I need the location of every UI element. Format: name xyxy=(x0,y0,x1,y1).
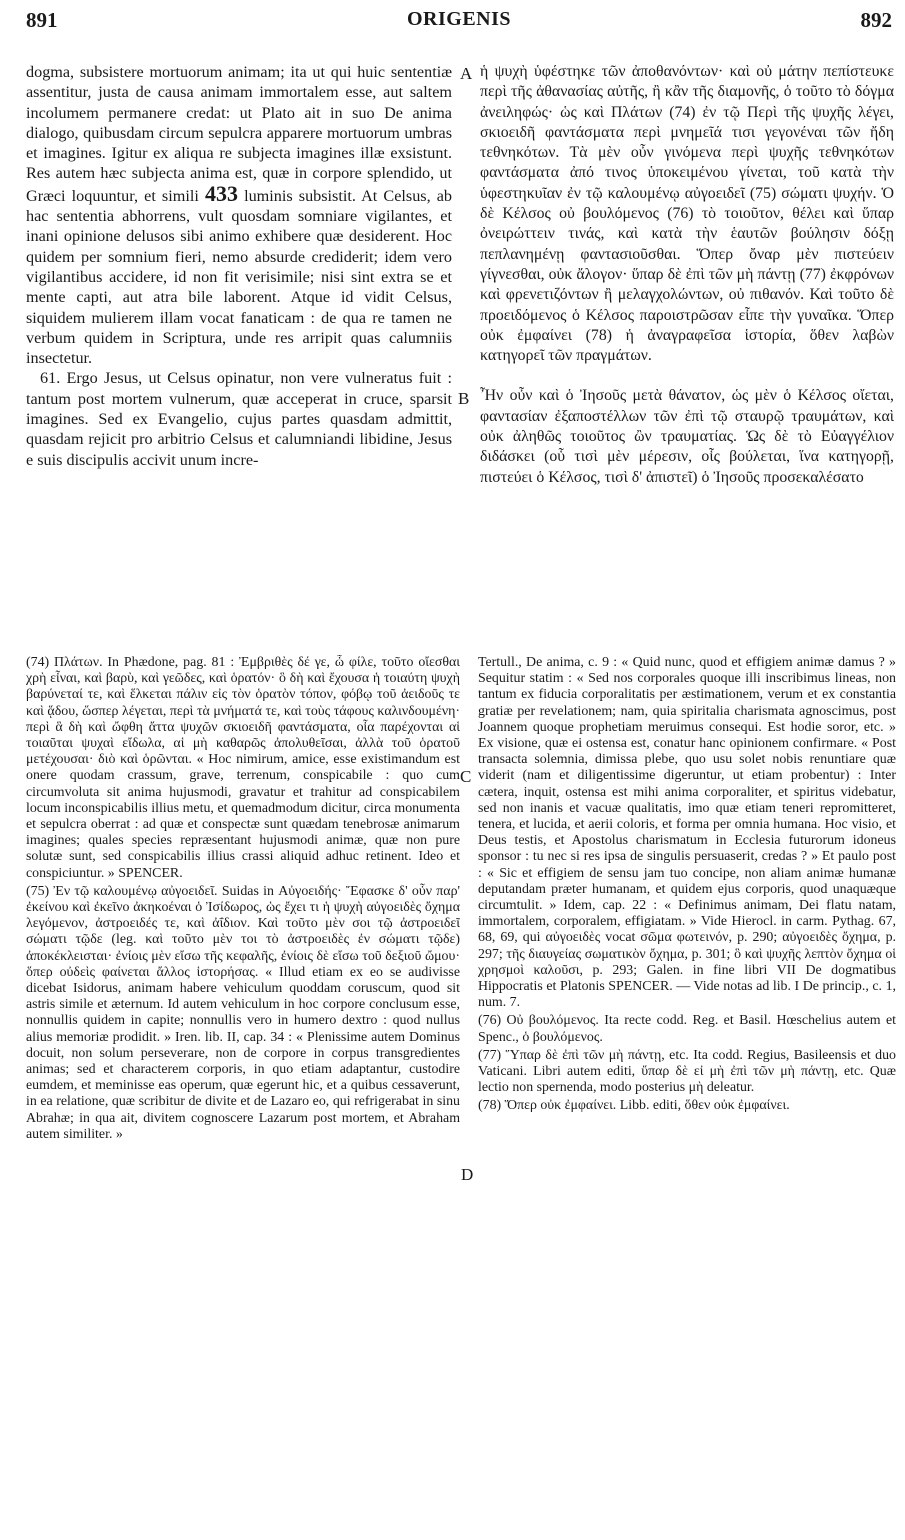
footnote-75-continued: Tertull., De anima, c. 9 : « Quid nunc, quod et effigiem animæ damus ? » Sequitur statim : « Sed nos corporales quoque illi inscribimus lineas, non tantum ex fiducia corporalitatis per æstimationem, verum et ex constantia gratiæ per revelationem; nam, quia spiritalia charismata agnoscimus, post Joannem quoque prophetiam meruimus consequi. Est hodie soror, etc. » Ex visione, quæ ei ostensa est, conatur hanc opinionem confirmare. « Post transacta solemnia, dimissa plebe, quo usu solet nobis renuntiare quæ viderit (nam et diligentissime digeruntur, ut etiam probentur) : Inter cætera, inquit, ostensa est mihi anima corporaliter, et spiritus videbatur, sed non inanis et vacuæ qualitatis, imo quæ etiam teneri repromitteret, tenera, et lucida, et aerii coloris, et forma per omnia humana. Hoc visio, et Deus testis, et Apostolus charismatum in Ecclesia futurorum idoneus sponsor : tu nec si res ipsa de singulis persuaserit, credas ? » Et paulo post : « Sic et effigiem de sensu jam tuo concipe, non aliam animæ humanæ deputandam præter humanam, et quidem ejus corporis, quod unaquæque circumtulit. » Idem, cap. 22 : « Definimus animam, Dei flatu natam, immortalem, corporalem, effigiatam. » Vide Hierocl. in carm. Pythag. 67, 68, 69, qui αὐγοειδὲς vocat σῶμα φωτεινόν, p. 290; αὐγοειδὲς ὄχημα, p. 297; τῆς διαυγείας σωματικὸν ὄχημα, p. 301; ὃ καὶ ψυχῆς λεπτὸν ὄχημα οἱ χρησμοὶ καλοῦσι, p. 293; Galen. in fine libri VII De dogmatibus Hippocratis et Platonis SPENCER. — Vide notas ad lib. I De princip., c. 1, num. 7. xyxy=(478,655,896,1011)
latin-paragraph-1-text-b: luminis subsistit. At Celsus, ab hac sententia abhorrens, vult quosdam somniare vigilantes, et inani opinione delusos sibi animo exhibere quæ desiderent. Hoc quidem per somnium fieri, nemo absurde crediderit; idem vero vigilantibus accidere, id non fit verisimile; nisi sint extra se et mente capti, aut atra bile laborent. Atque id vidit Celsus, siquidem mulierem illam vocat fanaticam : de qua re tamen ne verbum quidem in Scriptura, unde res arripit quas calumniis insectetur. xyxy=(26,186,452,368)
latin-paragraph-1 xyxy=(26,62,452,368)
page-header xyxy=(26,8,892,40)
greek-paragraph-2: Ἦν οὖν καὶ ὁ Ἰησοῦς μετὰ θάνατον, ὡς μὲν ὁ Κέλσος οἴεται, φαντασίαν ἐξαποστέλλων τῶν ἐπὶ τῷ σταυρῷ τραυμάτων, καὶ οὐκ ἀληθῶς τοιοῦτος ὢν τραυματίας. Ὡς δὲ τὸ Εὐαγγέλιον διδάσκει (οὗ τισὶ μὲν μέρεσιν, οἷς βούλεται, ἵνα κατηγορῇ, πιστεύει ὁ Κέλσος, τισὶ δ' ἀπιστεῖ) ὁ Ἰησοῦς προσεκαλέσατο xyxy=(480,387,894,486)
footnote-74: (74) Πλάτων. In Phædone, pag. 81 : Ἐμβριθὲς δέ γε, ὦ φίλε, τοῦτο οἴεσθαι χρὴ εἶναι, καὶ βαρὺ, καὶ γεῶδες, καὶ ὁρατόν· ὃ δὴ καὶ ἔχουσα ἡ τοιαύτη ψυχὴ βαρύνεταί τε, καὶ ἕλκεται πάλιν εἰς τὸν ὁρατὸν τόπον, φόβῳ τοῦ ἀειδοῦς τε καὶ ᾅδου, ὥσπερ λέγεται, περὶ τὰ μνήματά τε, καὶ τοὺς τάφους καλινδουμένη· περὶ ἃ δὴ καὶ ὤφθη ἄττα ψυχῶν σκιοειδῆ φαντάσματα, οἷα παρέχονται αἱ τοιαῦται ψυχαὶ εἴδωλα, αἱ μὴ καθαρῶς ἀπολυθεῖσαι, ἀλλὰ τοῦ ὁρατοῦ μετέχουσαι· διὸ καὶ ὁρῶνται. « Hoc nimirum, amice, esse existimandum est onere quodam crassum, grave, terrenum, conspicabile : quo cum circumvoluta sit anima hujusmodi, gravatur et trahitur ad conspicabilem locum inconspicabilis illius metu, et quemadmodum dicitur, circa monumenta et sepulcra oberrat : ad quæ et conspectæ sunt quædam tenebrosæ animarum imagines; quales species repræsentant hujusmodi animæ, quæ non pure solutæ sunt, sed conspicabilis illius crassi aliquid adhuc retinent. Ideo et conspiciuntur. » SPENCER. xyxy=(26,655,460,881)
footnotes-right-column xyxy=(478,655,896,1117)
column-number: 433 xyxy=(204,180,238,206)
footnote-78: (78) Ὅπερ οὐκ ἐμφαίνει. Libb. editi, ὅθεν οὐκ ἐμφαίνει. xyxy=(478,1098,790,1114)
margin-letter-d: D xyxy=(461,1165,474,1184)
footnote-75: (75) Ἐν τῷ καλουμένῳ αὐγοειδεῖ. Suidas in Αὐγοειδής· Ἔφασκε δ' οὖν παρ' ἐκείνου καὶ ἐκεῖνο ἀκηκοέναι ὁ Ἰσίδωρος, ὡς ἔχει τι ἡ ψυχὴ αὐγοειδὲς ὄχημα λεγόμενον, ἀστροειδές τε, καὶ ἀΐδιον. Καὶ τοῦτο μὲν σοι τῷ ἀστροειδεῖ σώματι τῷδε (leg. καὶ τοῦτο μὲν τοι τὸ ἀστροειδὲς ἐν σώματι τῷδε) ἀποκέκλεισται· ἐνίοις μὲν εἴσω τῆς κεφαλῆς, ἐνίοις δὲ εἴσω τοῦ δεξιοῦ ὤμου· ὅπερ οὐδεὶς φαίνεται ἄλλος ἱστορήσας. « Illud etiam ex eo se audivisse dicebat Isidorus, animam habere vehiculum quoddam coruscum, quod sit astris simile et æternum. Id autem vehiculum in hoc corpore conclusum esse, nonnullis quidem in capite; nonnullis vero in humero dextro : quod nullus alius memoriæ prodidit. » Iren. lib. II, cap. 34 : « Plenissime autem Dominus docuit, non solum perseverare, non de corpore in corpus transgredientes animas; sed et characterem corporis, in quo etiam adaptantur, custodire eumdem, et meminisse eas operum, quæ egerunt hic, et a quibus cessaverunt, in ea relatione, quæ scribitur de divite et de Lazaro eo, qui refrigerabat in sinu Abrahæ; in qua ait, divitem cognoscere Lazarum post mortem, et Abraham autem similiter. » xyxy=(26,883,460,1142)
greek-paragraph-1: ἡ ψυχὴ ὑφέστηκε τῶν ἀποθανόντων· καὶ οὐ μάτην πεπίστευκε περὶ τῆς ἀθανασίας αὐτῆς, ἢ κἂν τῆς διαμονῆς, ὁ τοῦτο τὸ δόγμα ἀνειληφώς· ὡς καὶ Πλάτων (74) ἐν τῷ Περὶ τῆς ψυχῆς λέγει, σκιοειδῆ φαντάσματα περὶ μνημεῖά τισι γεγονέναι τῶν ἤδη τεθνηκότων. Τὰ μὲν οὖν γινόμενα περὶ ψυχῆς τεθνηκότων φαντάσματα ἀπό τινος ὑποκειμένου γίνεται, τοῦ κατὰ τὴν ὑφεστηκυῖαν ἐν τῷ καλουμένῳ αὐγοειδεῖ (75) σώματι ψυχήν. Ὁ δὲ Κέλσος οὐ βουλόμενος (76) τὸ τοιοῦτον, θέλει καὶ ὕπαρ ὀνειρώττειν τινάς, καὶ κατὰ τὴν ἑαυτῶν βούλησιν δόξῃ πεπλανημένῃ φαντασιοῦσθαι. Ὅπερ ὄναρ μὲν πιστεύειν γίγνεσθαι, οὐκ ἄλογον· ὕπαρ δὲ ἐπὶ τῶν μὴ πάντῃ (77) ἐκφρόνων καὶ φρενετιζόντων ἢ μελαγχολώντων, οὐ πιθανόν. Καὶ τοῦτο δὲ προειδόμενος ὁ Κέλσος παροιστρῶσαν εἶπε τὴν γυναῖκα. Ὅπερ οὐκ ἐμφαίνει (78) ἡ ἀναγραφεῖσα ἱστορία, ὅθεν λαβὼν κατηγορεῖ τῶν πραγμάτων. xyxy=(480,63,894,365)
margin-letter-b: B xyxy=(458,389,470,408)
latin-paragraph-2: 61. Ergo Jesus, ut Celsus opinatur, non vere vulneratus fuit : tantum post mortem vulnerum, quæ acceperat in cruce, sparsit imagines. Sed ex Evangelio, cujus partes quasdam admittit, quasdam rejicit pro arbitrio Celsus et calumniandi libidine, Jesus e suis discipulis accivit unum incre- xyxy=(26,369,452,469)
footnote-77: (77) Ὕπαρ δὲ ἐπὶ τῶν μὴ πάντῃ, etc. Ita codd. Regius, Basileensis et duo Vaticani. Libri autem editi, ὕπαρ δὲ εἰ μὴ ἐπὶ τῶν μὴ πάντῃ, etc. Quæ lectio non spernenda, modo posterius μὴ deleatur. xyxy=(478,1047,896,1096)
margin-letter-c: C xyxy=(460,767,472,786)
running-title: ORIGENIS xyxy=(406,8,512,30)
footnotes-left-column xyxy=(26,655,460,1145)
margin-letter-a: A xyxy=(460,64,473,83)
page-number-left: 891 xyxy=(26,8,58,32)
greek-main-column xyxy=(480,62,894,488)
page-number-right: 892 xyxy=(860,8,892,32)
latin-main-column xyxy=(26,62,452,470)
latin-paragraph-1-text-a: dogma, subsistere mortuorum animam; ita ut qui huic sententiæ assentitur, justa de causa animam immortalem esse, aut saltem incolumem permanere credat: ut Plato ait in suo De anima dialogo, quibusdam circum sepulcra apparere mortuorum umbras et imagines. Igitur ex aliqua re subjecta imagines illæ exsistunt. Res autem hæc subjecta anima est, quæ in corpore splendido, ut Græci loquuntur, et simili xyxy=(26,63,452,205)
footnote-76: (76) Οὐ βουλόμενος. Ita recte codd. Reg. et Basil. Hœschelius autem et Spenc., ὁ βουλόμενος. xyxy=(478,1013,896,1045)
